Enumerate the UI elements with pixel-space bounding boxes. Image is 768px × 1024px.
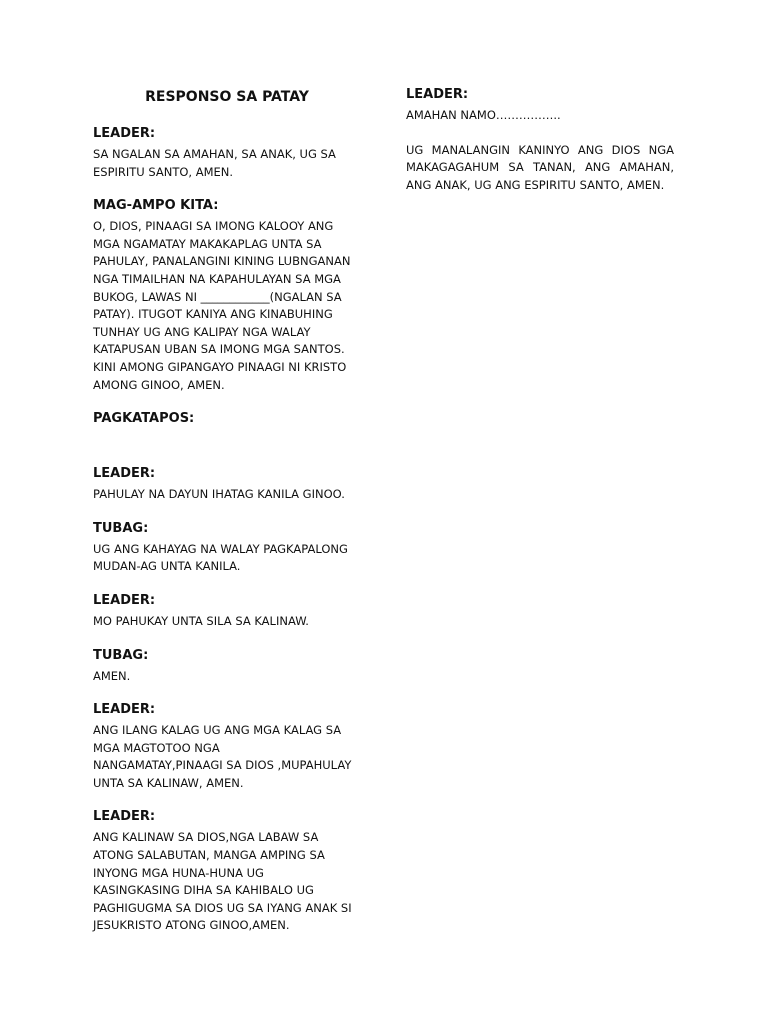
section-heading: LEADER: <box>93 126 156 141</box>
section-text: MO PAHUKAY UNTA SILA SA KALINAW. <box>93 613 309 628</box>
section-heading: LEADER: <box>93 702 156 718</box>
blank-line <box>93 431 365 449</box>
section-leader-2 <box>93 465 365 504</box>
section-heading: MAG-AMPO KITA: <box>93 198 219 214</box>
section-paragraph: UG MANALANGIN KANINYO ANG DIOS NGA MAKAGAGAHUM SA TANAN, ANG AMAHAN, ANG ANAK, UG ANG ESPIRITU SANTO, AMEN. <box>406 142 674 192</box>
section-text: ANG ILANG KALAG UG ANG MGA KALAG SA MGA MAGTOTOO NGA NANGAMATAY,PINAAGI SA DIOS ,MUPAHULAY UNTA SA KALINAW, AMEN. <box>93 723 352 790</box>
section-leader-5 <box>93 808 365 935</box>
section-text: AMEN. <box>93 668 131 683</box>
section-text: ANG KALINAW SA DIOS,NGA LABAW SA ATONG SALABUTAN, MANGA AMPING SA INYONG MGA HUNA-HUNA UG KASINGKASING DIHA SA KAHIBALO UG PAGHIGUGMA SA DIOS UG SA IYANG ANAK SI JESUKRISTO ATONG GINOO,AMEN. <box>93 830 352 933</box>
section-text: AMAHAN NAMO…………….. <box>406 108 561 122</box>
section-heading: LEADER: <box>93 466 156 482</box>
section-heading: LEADER: <box>93 592 156 608</box>
section-pagkatapos <box>93 410 365 449</box>
section-leader-3 <box>93 592 365 631</box>
section-leader-1 <box>93 125 365 181</box>
section-heading: PAGKATAPOS: <box>93 411 195 427</box>
section-text: SA NGALAN SA AMAHAN, SA ANAK, UG SA ESPIRITU SANTO, AMEN. <box>93 147 336 179</box>
section-tubag-2 <box>93 647 365 686</box>
section-heading: TUBAG: <box>93 520 149 536</box>
section-heading: LEADER: <box>406 87 469 102</box>
section-heading: TUBAG: <box>93 647 149 663</box>
section-leader-4 <box>93 701 365 792</box>
section-mag-ampo-kita <box>93 197 365 394</box>
right-column <box>406 86 674 194</box>
left-column <box>93 89 365 951</box>
section-heading: LEADER: <box>93 809 156 825</box>
section-tubag-1 <box>93 520 365 576</box>
section-text: UG ANG KAHAYAG NA WALAY PAGKAPALONG MUDAN-AG UNTA KANILA. <box>93 541 348 574</box>
section-text: O, DIOS, PINAAGI SA IMONG KALOOY ANG MGA NGAMATAY MAKAKAPLAG UNTA SA PAHULAY, PANALANGINI KINING LUBNGANAN NGA TIMAILHAN NA KAPAHULAYAN SA MGA BUKOG, LAWAS NI ____________(NGALAN SA PATAY). ITUGOT KANIYA ANG KINABUHING TUNHAY UG ANG KALIPAY NGA WALAY KATAPUSAN UBAN SA IMONG MGA SANTOS. KINI AMONG GIPANGAYO PINAAGI NI KRISTO AMONG GINOO, AMEN. <box>93 219 351 392</box>
document-title: RESPONSO SA PATAY <box>145 89 309 105</box>
section-text: PAHULAY NA DAYUN IHATAG KANILA GINOO. <box>93 487 345 502</box>
